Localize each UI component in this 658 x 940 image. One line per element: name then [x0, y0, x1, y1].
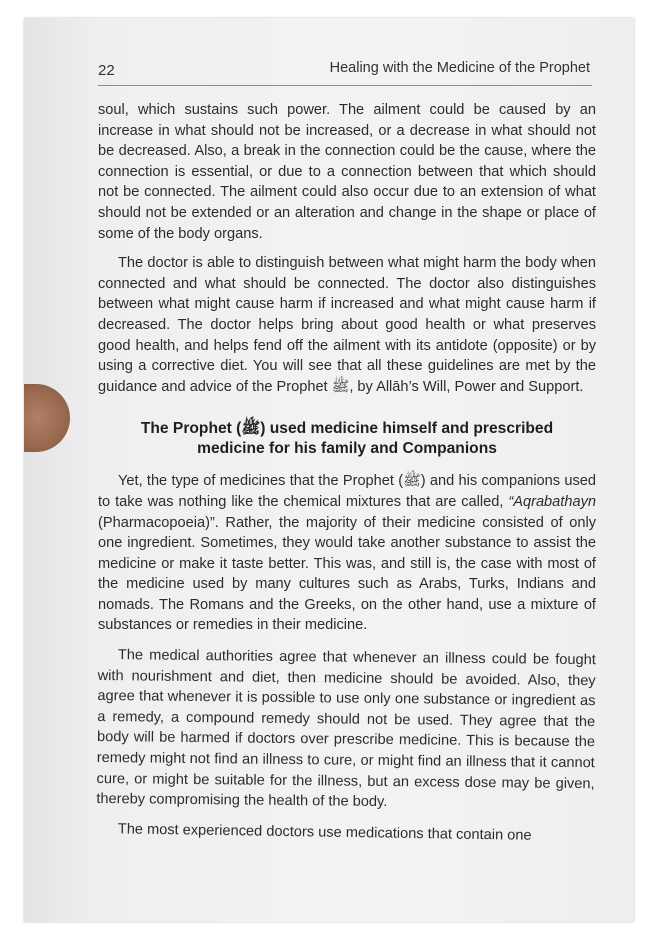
paragraph: The doctor is able to distinguish between what might harm the body when connected and what should be connected. The doctor also distinguishes between what might cause harm if increased and what might cause harm if decreased. The doctor helps bring about good health or what preserves good health, and helps fend off the ailment with its antidote (opposite) or by using a corrective diet. You will see that all these guidelines are met by the guidance and advice of the Prophet ﷺ, by Allāh’s Will, Power and Support.: [98, 255, 596, 395]
page-header: [98, 58, 590, 84]
page-number: 22: [98, 62, 115, 79]
italic-term: “Aqrabathayn: [508, 493, 596, 510]
thumb: [24, 384, 70, 452]
paragraph: The most experienced doctors use medications that contain one: [117, 821, 532, 844]
paragraph-text: Yet, the type of medicines that the Prophet (ﷺ) and his companions used to take was nothing like the chemical mixtures that are called,: [98, 473, 596, 510]
paragraph-text: (Pharmacopoeia)”. Rather, the majority of their medicine consisted of only one ingredient. Sometimes, they would take another substance to assist the medicine or make it taste better. This was, and still is, the case with most of the medicine used by many cultures such as Arabs, Turks, Indians and nomads. The Romans and the Greeks, on the other hand, use a mixture of substances or remedies in their medicine.: [98, 514, 596, 634]
paragraph: [98, 471, 596, 636]
section-heading-line: medicine for his family and Companions: [197, 440, 497, 458]
header-rule: [98, 85, 592, 86]
paragraph: soul, which sustains such power. The ailment could be caused by an increase in what should not be increased, or a decrease in what should not be decreased. Also, a break in the connection could be the cause, where the connection is essential, or due to a connection between that which should not be connected. The ailment could also occur due to an extension of what should not be extended or an alteration and change in the shape or place of some of the body organs.: [98, 102, 596, 242]
body-text: [98, 100, 596, 848]
running-title: Healing with the Medicine of the Prophet: [329, 60, 590, 76]
paragraph: The medical authorities agree that whenever an illness could be fought with nourishment and diet, then medicine should be avoided. Also, they agree that whenever it is possible to use only one substance or ingredient as a remedy, a compound remedy should not be used. They agree that the body will be harmed if doctors over prescribe medicine. This is because the remedy might not find an illness to cure, or might find an illness that it cannot cure, or might be suitable for the illness, but an excess dose may be given, thereby compromising the health of the body.: [96, 647, 596, 811]
section-heading: [98, 419, 596, 459]
section-heading-line: The Prophet (ﷺ) used medicine himself and prescribed: [140, 420, 554, 438]
